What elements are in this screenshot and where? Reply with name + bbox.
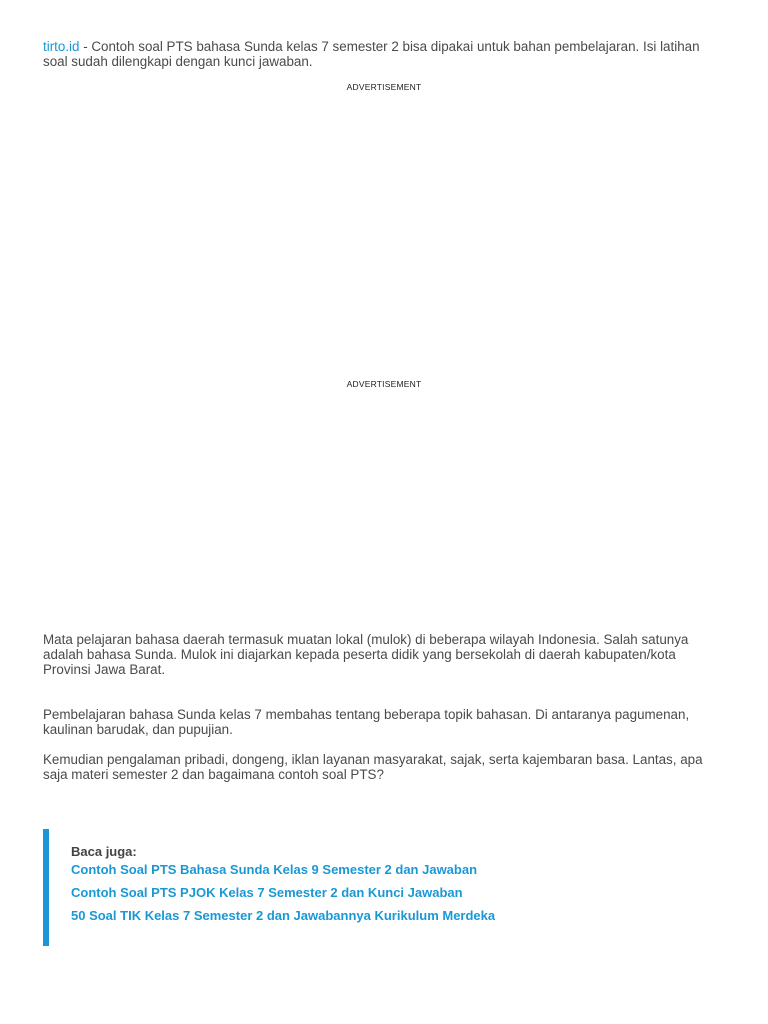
advertisement-label: ADVERTISEMENT [346,379,422,389]
related-link[interactable]: 50 Soal TIK Kelas 7 Semester 2 dan Jawabannya Kurikulum Merdeka [71,908,496,923]
article-intro [43,39,723,69]
related-link[interactable]: Contoh Soal PTS Bahasa Sunda Kelas 9 Semester 2 dan Jawaban [71,862,478,877]
article-paragraph: Pembelajaran bahasa Sunda kelas 7 membahas tentang beberapa topik bahasan. Di antaranya pagumenan, kaulinan barudak, dan pupujian. [43,707,690,737]
article-paragraph: Mata pelajaran bahasa daerah termasuk muatan lokal (mulok) di beberapa wilayah Indonesia. Salah satunya adalah bahasa Sunda. Mulok ini diajarkan kepada peserta didik yang bersekolah di daerah kabupaten/kota Provinsi Jawa Barat. [43,632,689,677]
advertisement-slot [43,96,725,366]
related-articles-box [43,829,725,946]
advertisement-slot [43,393,725,618]
advertisement-label: ADVERTISEMENT [346,82,422,92]
related-link[interactable]: Contoh Soal PTS PJOK Kelas 7 Semester 2 dan Kunci Jawaban [71,885,463,900]
source-link[interactable]: tirto.id [43,39,80,54]
intro-text: - Contoh soal PTS bahasa Sunda kelas 7 semester 2 bisa dipakai untuk bahan pembelajaran. Isi latihan soal sudah dilengkapi dengan kunci jawaban. [43,39,700,69]
related-heading: Baca juga: [71,844,137,859]
article-paragraph: Kemudian pengalaman pribadi, dongeng, iklan layanan masyarakat, sajak, serta kajembaran basa. Lantas, apa saja materi semester 2 dan bagaimana contoh soal PTS? [43,752,703,782]
